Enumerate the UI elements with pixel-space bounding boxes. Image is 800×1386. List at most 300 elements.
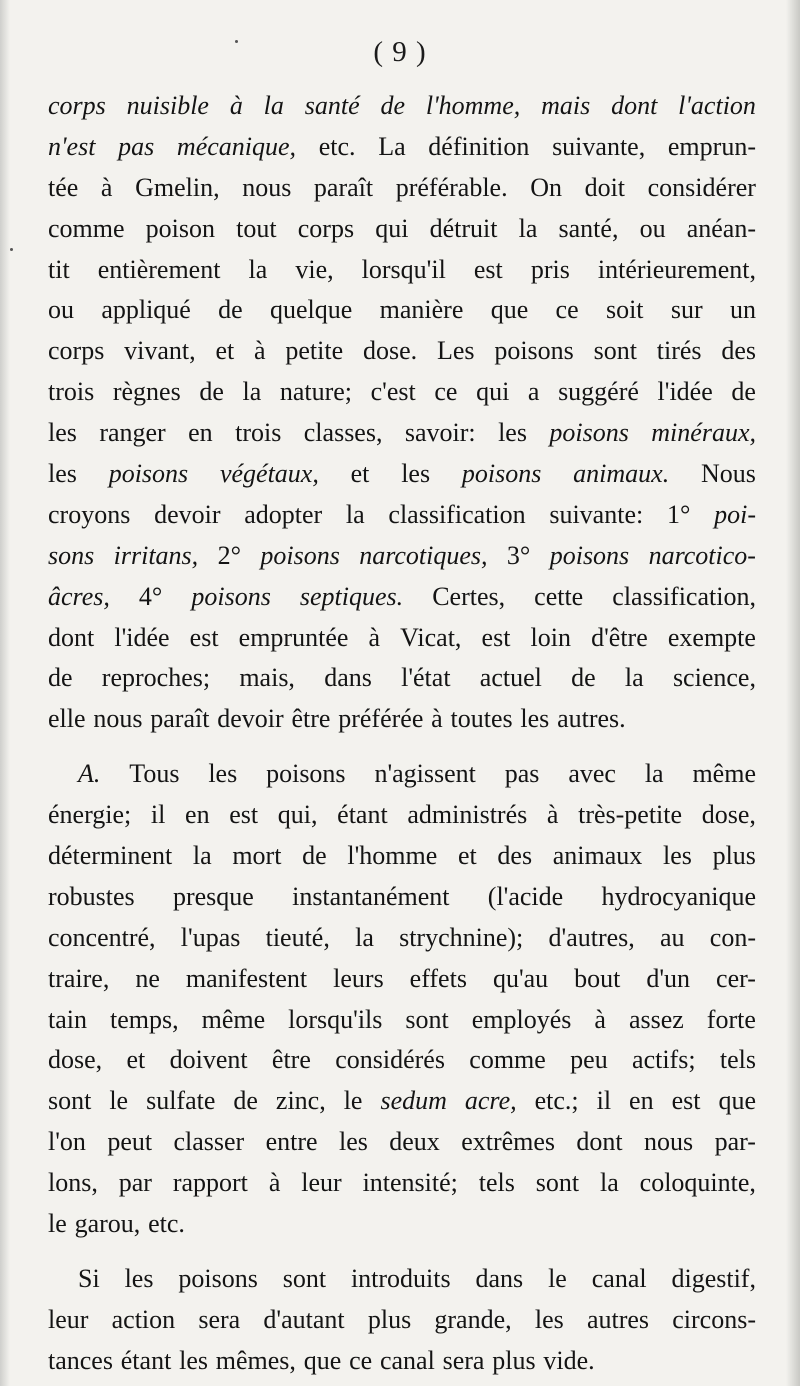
- word: vie,: [295, 254, 334, 284]
- word: 3°: [506, 540, 531, 570]
- word: qui: [375, 213, 409, 243]
- word: hydrocyanique: [601, 881, 756, 911]
- word: l'état: [401, 663, 451, 693]
- word: reproches;: [101, 663, 211, 693]
- word: plus: [712, 841, 756, 871]
- word: autres.: [557, 704, 626, 734]
- word: de: [731, 377, 756, 407]
- word: les: [208, 759, 238, 789]
- word: les: [338, 1127, 368, 1157]
- text-line: [48, 699, 756, 740]
- word: leurs: [333, 963, 384, 993]
- italic-word: l'action: [678, 91, 756, 120]
- word: les: [520, 704, 550, 734]
- word: très-petite: [578, 800, 683, 830]
- word: tout: [236, 213, 277, 243]
- word: adopter: [244, 499, 323, 529]
- word: etc.: [318, 131, 356, 161]
- word: le: [109, 1086, 129, 1116]
- word: d'être: [591, 622, 648, 652]
- italic-word: de: [380, 91, 406, 120]
- word: peut: [107, 1127, 153, 1157]
- word: pris: [530, 254, 570, 284]
- word: mêmes,: [215, 1345, 296, 1375]
- word: vide.: [543, 1345, 595, 1375]
- word: dose,: [701, 800, 756, 830]
- word: animaux: [552, 841, 643, 871]
- word: sulfate: [146, 1086, 216, 1116]
- word: administrés: [407, 800, 528, 830]
- word: suivante,: [552, 131, 646, 161]
- text-line: [48, 536, 756, 577]
- italic-word: sons: [48, 540, 95, 570]
- word: ou: [48, 295, 74, 325]
- italic-word: minéraux,: [651, 418, 756, 448]
- word: même: [201, 1004, 266, 1034]
- page-number: ( 9 ): [373, 36, 427, 68]
- word: rapport: [172, 1168, 248, 1198]
- word: suggéré: [558, 377, 639, 407]
- word: paraît: [313, 172, 374, 202]
- word: corps: [297, 213, 355, 243]
- word: préférable.: [395, 172, 508, 202]
- word: intensité;: [362, 1168, 458, 1198]
- word: la: [600, 1168, 619, 1198]
- word: la: [518, 213, 538, 243]
- word: la: [242, 377, 262, 407]
- word: avec: [568, 759, 616, 789]
- word: loin: [530, 622, 571, 652]
- word: de: [48, 663, 73, 693]
- word: à: [268, 1168, 281, 1198]
- word: mort: [232, 841, 282, 871]
- text-line: [48, 1204, 756, 1245]
- word: empruntée: [238, 622, 349, 652]
- word: 2°: [217, 540, 241, 570]
- word: les: [48, 459, 77, 489]
- word: devoir: [217, 704, 284, 734]
- word: de: [571, 663, 596, 693]
- word: le: [343, 1086, 363, 1116]
- word: les: [498, 418, 527, 448]
- word: et: [215, 336, 235, 366]
- word: mais,: [239, 663, 295, 693]
- text-line: [48, 454, 756, 495]
- text-line: [48, 918, 756, 959]
- word: en: [629, 1086, 654, 1116]
- word: etc.: [148, 1209, 185, 1239]
- word: Vicat,: [400, 622, 462, 652]
- text-line: [48, 754, 756, 795]
- word: les: [662, 841, 692, 871]
- word: est: [189, 622, 219, 652]
- word: manière: [379, 295, 464, 325]
- word: canal: [379, 1345, 435, 1375]
- word: de: [233, 1086, 258, 1116]
- word: de: [199, 377, 224, 407]
- word: effets: [409, 963, 467, 993]
- word: leur: [48, 1304, 89, 1334]
- text-line: [48, 372, 756, 413]
- word: dans: [475, 1263, 524, 1293]
- word: dont: [48, 622, 95, 652]
- word: classification,: [612, 581, 756, 611]
- italic-word: septiques.: [299, 581, 404, 611]
- word: d'autres,: [548, 922, 635, 952]
- word: être: [271, 1045, 311, 1075]
- page-right-edge-shadow: [786, 0, 800, 1386]
- word: Nous: [701, 459, 756, 489]
- word: classer: [173, 1127, 245, 1157]
- word: la: [624, 663, 644, 693]
- word: santé,: [558, 213, 619, 243]
- italic-word: poi-: [714, 499, 756, 529]
- paragraph: [48, 1259, 756, 1382]
- word: devoir: [154, 499, 221, 529]
- word: sont: [282, 1263, 327, 1293]
- italic-word: nuisible: [126, 91, 209, 120]
- italic-word: à: [229, 91, 243, 120]
- word: par-: [714, 1127, 756, 1157]
- word: exempte: [667, 622, 756, 652]
- text-line: [48, 86, 756, 127]
- word: considérer: [647, 172, 756, 202]
- text-line: [48, 618, 756, 659]
- word: à: [431, 704, 443, 734]
- word: manifestent: [185, 963, 308, 993]
- text-line: [48, 413, 756, 454]
- word: Gmelin,: [135, 172, 220, 202]
- word: nature;: [279, 377, 353, 407]
- word: l'homme: [347, 841, 438, 871]
- word: appliqué: [101, 295, 191, 325]
- word: nous: [644, 1127, 694, 1157]
- word: les: [401, 459, 431, 489]
- word: être: [291, 704, 331, 734]
- word: Tous: [129, 759, 180, 789]
- word: poisons: [178, 1263, 258, 1293]
- italic-word: poisons: [260, 540, 340, 570]
- word: à: [594, 1004, 606, 1034]
- word: tain: [48, 1004, 87, 1034]
- word: toutes: [450, 704, 513, 734]
- text-line: [48, 1341, 756, 1382]
- word: est: [481, 622, 511, 652]
- word: est: [671, 1086, 701, 1116]
- word: à: [546, 800, 559, 830]
- word: n'agissent: [374, 759, 476, 789]
- word: comme: [469, 1045, 546, 1075]
- word: étant: [337, 800, 388, 830]
- text-line: [48, 290, 756, 331]
- word: l'on: [48, 1127, 86, 1157]
- text-line: [48, 1081, 756, 1122]
- word: 4°: [138, 581, 163, 611]
- word: la: [248, 254, 268, 284]
- word: des: [497, 841, 533, 871]
- word: autres: [586, 1304, 650, 1334]
- word: détruit: [429, 213, 498, 243]
- word: croyons: [48, 499, 131, 529]
- word: même: [692, 759, 756, 789]
- word: corps: [48, 336, 105, 366]
- word: coloquinte,: [639, 1168, 756, 1198]
- page-left-edge-shadow: [0, 0, 10, 1386]
- word: les: [179, 1345, 208, 1375]
- word: anéan-: [686, 213, 756, 243]
- word: tit: [48, 254, 70, 284]
- word: concentré,: [48, 922, 156, 952]
- italic-word: santé: [304, 91, 360, 120]
- text-line: [48, 1163, 756, 1204]
- word: dans: [324, 663, 372, 693]
- word: poisons: [266, 759, 346, 789]
- word: nous: [93, 704, 143, 734]
- word: etc.;: [534, 1086, 579, 1116]
- word: comme: [48, 213, 125, 243]
- word: sont: [535, 1168, 580, 1198]
- word: de: [218, 295, 243, 325]
- word: lorsqu'il: [361, 254, 446, 284]
- word: Les: [436, 336, 475, 366]
- word: qui: [476, 377, 510, 407]
- word: tels: [478, 1168, 515, 1198]
- word: tieuté,: [265, 922, 330, 952]
- word: à: [254, 336, 266, 366]
- word: presque: [172, 881, 254, 911]
- text-line: [48, 795, 756, 836]
- word: ranger: [99, 418, 166, 448]
- word: trois: [48, 377, 95, 407]
- word: vivant,: [124, 336, 196, 366]
- italic-word: narcotiques,: [359, 540, 488, 570]
- word: la: [192, 841, 212, 871]
- word: est: [229, 800, 259, 830]
- italic-word: mais: [541, 91, 591, 120]
- word: bout: [574, 963, 621, 993]
- word: que: [490, 295, 529, 325]
- word: dont: [576, 1127, 623, 1157]
- word: plus: [492, 1345, 536, 1375]
- word: lorsqu'ils: [288, 1004, 383, 1034]
- italic-word: acre,: [464, 1086, 517, 1116]
- word: On: [530, 172, 562, 202]
- italic-word: l'homme,: [425, 91, 521, 120]
- word: peu: [570, 1045, 608, 1075]
- word: La: [378, 131, 406, 161]
- italic-word: A.: [78, 759, 101, 789]
- word: lons,: [48, 1168, 98, 1198]
- ink-speck: [10, 248, 13, 251]
- word: employés: [471, 1004, 572, 1034]
- italic-word: animaux.: [573, 459, 670, 489]
- word: définition: [428, 131, 530, 161]
- word: petite: [285, 336, 344, 366]
- word: règnes: [112, 377, 181, 407]
- word: ne: [135, 963, 160, 993]
- word: pas: [504, 759, 540, 789]
- word: poisons: [494, 336, 574, 366]
- word: est: [473, 254, 503, 284]
- text-line: [48, 1000, 756, 1041]
- word: sera: [442, 1345, 485, 1375]
- word: (l'acide: [487, 881, 564, 911]
- word: tances: [48, 1345, 113, 1375]
- word: 1°: [666, 499, 691, 529]
- word: des: [721, 336, 756, 366]
- word: entre: [265, 1127, 318, 1157]
- text-line: [48, 1040, 756, 1081]
- word: cer-: [716, 963, 756, 993]
- word: savoir:: [404, 418, 476, 448]
- word: digestif,: [671, 1263, 756, 1293]
- word: que: [303, 1345, 342, 1375]
- word: déterminent: [48, 841, 173, 871]
- italic-word: dont: [611, 91, 658, 120]
- word: tels: [719, 1045, 756, 1075]
- word: classification: [388, 499, 526, 529]
- word: elle: [48, 704, 86, 734]
- word: l'upas: [180, 922, 241, 952]
- italic-word: n'est: [48, 131, 96, 161]
- word: nous: [242, 172, 292, 202]
- word: grande,: [434, 1304, 512, 1334]
- word: et: [350, 459, 370, 489]
- text-line: [48, 658, 756, 699]
- text-line: [48, 168, 756, 209]
- word: trois: [235, 418, 282, 448]
- word: le: [48, 1209, 67, 1239]
- word: sont: [48, 1086, 92, 1116]
- italic-word: mécanique,: [176, 131, 297, 161]
- word: que: [718, 1086, 756, 1116]
- text-line: [48, 877, 756, 918]
- word: de: [302, 841, 327, 871]
- italic-word: sedum: [380, 1086, 447, 1116]
- word: et: [457, 841, 477, 871]
- word: sera: [198, 1304, 241, 1334]
- word: à: [100, 172, 113, 202]
- word: la: [644, 759, 664, 789]
- word: les: [534, 1304, 564, 1334]
- word: d'un: [646, 963, 691, 993]
- word: Si: [78, 1263, 100, 1293]
- word: à: [368, 622, 381, 652]
- word: zinc,: [275, 1086, 326, 1116]
- word: intérieurement,: [597, 254, 756, 284]
- italic-word: la: [263, 91, 284, 120]
- word: extrêmes: [461, 1127, 556, 1157]
- italic-word: pas: [118, 131, 155, 161]
- word: considérés: [335, 1045, 445, 1075]
- word: entièrement: [97, 254, 221, 284]
- word: tée: [48, 172, 79, 202]
- word: ce: [434, 377, 458, 407]
- word: traire,: [48, 963, 110, 993]
- word: ou: [639, 213, 666, 243]
- text-line: [48, 577, 756, 618]
- italic-word: poisons: [549, 418, 629, 448]
- text-line: [48, 1300, 756, 1341]
- word: étant: [120, 1345, 172, 1375]
- word: dose.: [362, 336, 418, 366]
- body-text: [48, 86, 756, 1382]
- word: circons-: [672, 1304, 756, 1334]
- word: introduits: [350, 1263, 451, 1293]
- word: emprun-: [667, 131, 756, 161]
- word: sont: [593, 336, 637, 366]
- word: actifs;: [632, 1045, 696, 1075]
- word: strychnine);: [399, 922, 524, 952]
- italic-word: poisons: [191, 581, 271, 611]
- italic-word: corps: [48, 91, 106, 120]
- word: leur: [301, 1168, 342, 1198]
- word: quelque: [270, 295, 353, 325]
- word: les: [48, 418, 77, 448]
- word: instantanément: [292, 881, 450, 911]
- word: tirés: [656, 336, 702, 366]
- word: ce: [349, 1345, 373, 1375]
- word: soit: [605, 295, 644, 325]
- italic-word: végétaux,: [219, 459, 319, 489]
- word: canal: [591, 1263, 647, 1293]
- word: c'est: [370, 377, 416, 407]
- word: garou,: [74, 1209, 141, 1239]
- word: poison: [145, 213, 216, 243]
- word: deux: [389, 1127, 440, 1157]
- word: assez: [628, 1004, 684, 1034]
- word: l'idée: [114, 622, 170, 652]
- word: suivante:: [549, 499, 644, 529]
- word: qui,: [277, 800, 318, 830]
- word: d'autant: [263, 1304, 345, 1334]
- word: l'idée: [657, 377, 713, 407]
- word: énergie;: [48, 800, 132, 830]
- word: qu'au: [492, 963, 549, 993]
- text-line: [48, 495, 756, 536]
- italic-word: âcres,: [48, 581, 110, 611]
- word: ce: [555, 295, 579, 325]
- word: les: [124, 1263, 154, 1293]
- text-line: [48, 331, 756, 372]
- italic-word: poisons: [461, 459, 542, 489]
- paragraph: [48, 754, 756, 1245]
- word: sur: [670, 295, 703, 325]
- word: doivent: [169, 1045, 248, 1075]
- word: action: [111, 1304, 176, 1334]
- text-line: [48, 1122, 756, 1163]
- word: dose,: [48, 1045, 103, 1075]
- word: plus: [367, 1304, 412, 1334]
- word: Certes,: [432, 581, 506, 611]
- word: il: [150, 800, 166, 830]
- word: et: [126, 1045, 146, 1075]
- word: il: [596, 1086, 612, 1116]
- text-line: [48, 250, 756, 291]
- word: cette: [534, 581, 584, 611]
- word: paraît: [150, 704, 210, 734]
- word: le: [548, 1263, 567, 1293]
- word: doit: [584, 172, 626, 202]
- word: con-: [709, 922, 756, 952]
- word: classes,: [303, 418, 383, 448]
- word: par: [118, 1168, 152, 1198]
- text-line: [48, 959, 756, 1000]
- word: la: [355, 922, 374, 952]
- paragraph-gap: [48, 1245, 756, 1259]
- word: en: [185, 800, 210, 830]
- text-line: [48, 1259, 756, 1300]
